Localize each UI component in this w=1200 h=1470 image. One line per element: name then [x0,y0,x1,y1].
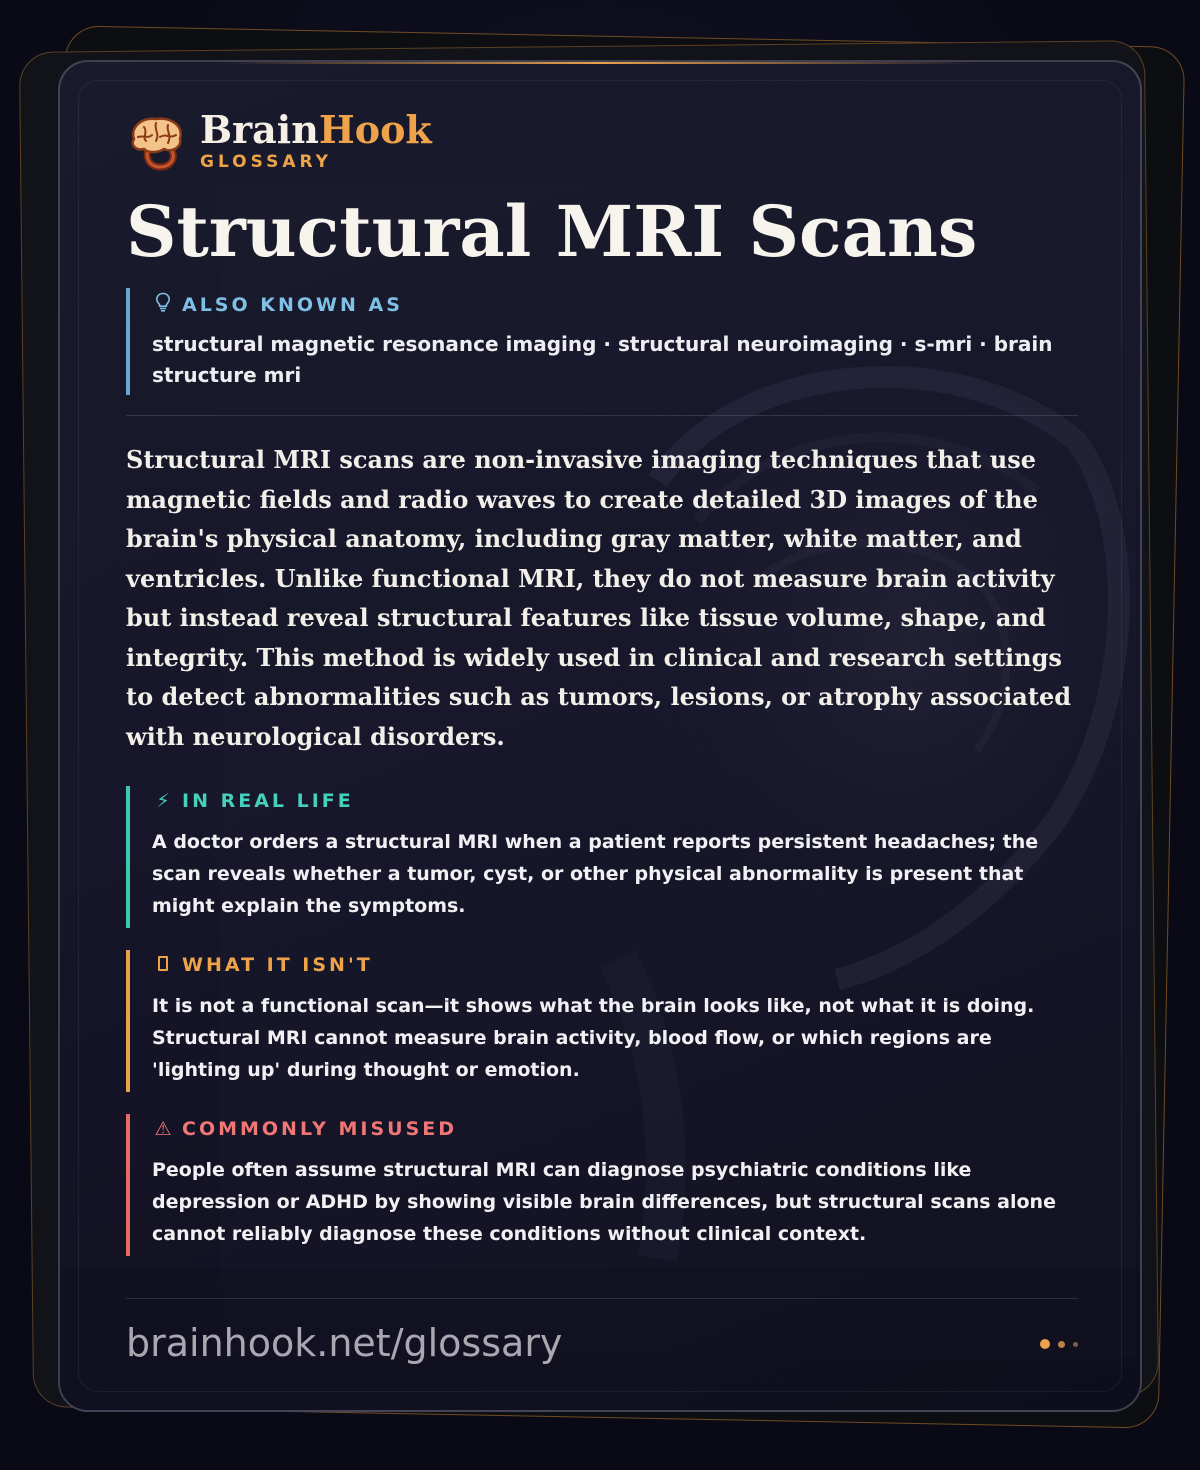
commonly-misused-text: People often assume structural MRI can diagnose psychiatric conditions like depression or ADHD by showing visible brain differences, but structural scans alone cannot reliably diagnose these conditions without clinical context. [152,1159,1056,1245]
in-real-life-label-text: IN REAL LIFE [182,790,354,812]
commonly-misused-label-text: COMMONLY MISUSED [182,1118,458,1140]
card-footer [126,1298,1078,1389]
also-known-as-label [152,292,1078,317]
brand-header [126,102,1078,180]
lightning-icon: ⚡ [156,790,170,812]
definition-text: Structural MRI scans are non-invasive imaging techniques that use magnetic fields and radio waves to create detailed 3D images of the brain's physical anatomy, including gray matter, white matter, and ventricles. Unlike functional MRI, they do not measure brain activity but instead reveal structural features like tissue volume, shape, and integrity. This method is widely used in clinical and research settings to detect abnormalities such as tumors, lesions, or atrophy associated with neurological disorders. [126,445,1071,751]
what-it-isnt-label [152,954,1078,976]
brand-subtitle: GLOSSARY [200,152,332,172]
brain-hook-logo-icon [126,111,186,171]
footer-url-link[interactable]: brainhook.net/glossary [126,1321,563,1365]
also-known-as-text: structural magnetic resonance imaging · structural neuroimaging · s-mri · brain structure mri [152,332,1053,387]
also-known-as-label-text: ALSO KNOWN AS [182,293,403,316]
what-it-isnt-callout [126,950,1078,1092]
pagination-dot [1073,1342,1078,1347]
brand-name-hook: Hook [318,107,432,152]
missing-glyph-box-icon [152,954,174,976]
card-content [126,102,1078,1256]
in-real-life-callout [126,786,1078,928]
what-it-isnt-label-text: WHAT IT ISN'T [182,954,373,976]
in-real-life-text: A doctor orders a structural MRI when a patient reports persistent headaches; the scan reveals whether a tumor, cyst, or other physical abnormality is present that might explain the symptoms. [152,831,1039,917]
lightbulb-icon [152,292,174,317]
what-it-isnt-text: It is not a functional scan—it shows what the brain looks like, not what it is doing. Structural MRI cannot measure brain activity, blood flow, or which regions are 'lighting up' during thought or emotion. [152,995,1035,1081]
commonly-misused-callout [126,1114,1078,1256]
glossary-card [58,60,1142,1412]
pagination-dot [1058,1341,1065,1348]
pagination-dots [1032,1339,1078,1349]
pagination-dot-active [1040,1339,1050,1349]
in-real-life-label [152,790,1078,812]
brand-name-brain: Brain [200,107,319,152]
section-divider [126,415,1078,416]
term-title: Structural MRI Scans [126,190,978,273]
commonly-misused-label [152,1118,1078,1140]
warning-icon: ⚠ [154,1118,172,1140]
also-known-as-section [126,288,1078,395]
brand-name [200,107,432,152]
